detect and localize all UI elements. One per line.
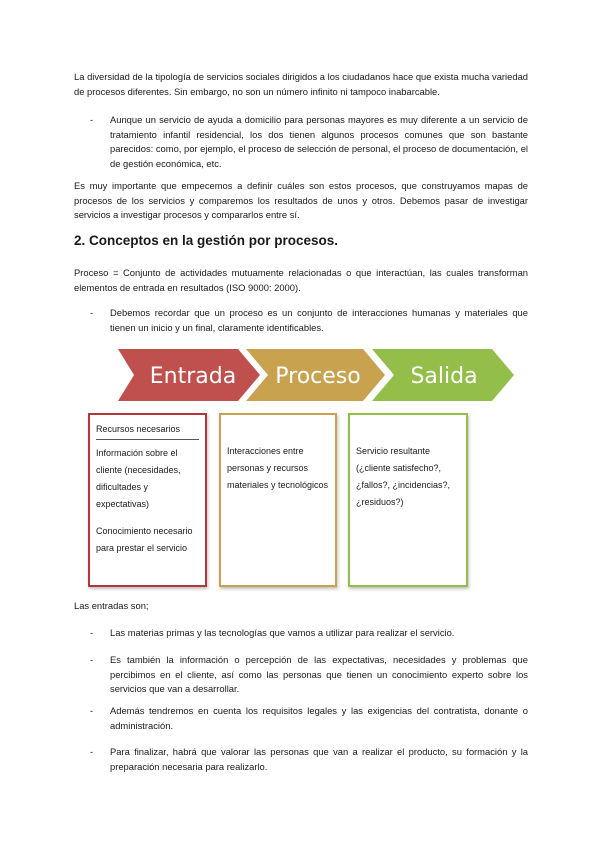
bullet-dash: - xyxy=(90,705,94,716)
bullet-dash: - xyxy=(90,307,94,318)
proceso-label: Proceso xyxy=(275,364,361,389)
entradas-item-text: Además tendremos en cuenta los requisitos legales y las exigencias del contratista, donante o administración. xyxy=(110,705,528,731)
entradas-intro: Las entradas son; xyxy=(74,600,149,611)
process-chevron-diagram xyxy=(118,349,514,401)
entradas-item xyxy=(90,704,528,733)
salida-box-item-1: Servicio resultante (¿cliente satisfecho?, ¿fallos?, ¿incidencias?, ¿residuos?) xyxy=(356,446,451,507)
entradas-item xyxy=(90,745,528,774)
entradas-item xyxy=(90,626,528,641)
intro-paragraph-2: Es muy importante que empecemos a definir cuáles son estos procesos, que construyamos mapas de procesos de los servicios y comparemos los resultados de unos y otros. Debemos pasar de investigar servicios a investigar procesos y compararlos entre sí. xyxy=(74,180,528,220)
entrada-box-title: Recursos necesarios xyxy=(96,421,199,440)
entrada-box xyxy=(88,413,207,587)
salida-label: Salida xyxy=(410,364,478,389)
intro-bullet xyxy=(90,113,528,171)
section-heading: 2. Conceptos en la gestión por procesos. xyxy=(74,233,339,248)
intro-paragraph-1: La diversidad de la tipología de servicios sociales dirigidos a los ciudadanos hace que exista mucha variedad de procesos diferentes. Sin embargo, no son un número infinito ni tampoco inabarcable. xyxy=(74,71,528,97)
proceso-box-item-1: Interacciones entre personas y recursos materiales y tecnológicos xyxy=(227,446,329,490)
process-definition: Proceso = Conjunto de actividades mutuamente relacionadas o que interactúan, las cuales transforman elementos de entrada en resultados (ISO 9000: 2000). xyxy=(74,267,528,293)
intro-bullet-text: Aunque un servicio de ayuda a domicilio para personas mayores es muy diferente a un servicio de tratamiento infantil residencial, los dos tienen algunos procesos comunes que son bastante parecidos: como, por ejemplo, el proceso de selección de personal, el proceso de documentación, el de gestión económica, etc. xyxy=(110,114,528,169)
proceso-box xyxy=(219,413,337,587)
process-bullet-text: Debemos recordar que un proceso es un conjunto de interacciones humanas y materiales que tienen un inicio y un final, claramente identificables. xyxy=(110,307,528,333)
entradas-item-text: Para finalizar, habrá que valorar las personas que van a realizar el producto, su formación y la preparación necesaria para realizarlo. xyxy=(110,746,528,772)
entradas-item-text: Es también la información o percepción de las expectativas, necesidades y problemas que percibimos en el cliente, así como las personas que tienen un conocimiento experto sobre los servicios que van a desarrollar. xyxy=(110,654,528,694)
process-bullet xyxy=(90,306,528,335)
entrada-box-item-2: Conocimiento necesario para prestar el servicio xyxy=(96,526,193,553)
entradas-item xyxy=(90,653,528,697)
entrada-box-item-1: Información sobre el cliente (necesidades, dificultades y expectativas) xyxy=(96,448,181,509)
bullet-dash: - xyxy=(90,627,94,638)
entrada-label: Entrada xyxy=(149,364,237,389)
bullet-dash: - xyxy=(90,654,94,665)
entradas-item-text: Las materias primas y las tecnologías que vamos a utilizar para realizar el servicio. xyxy=(110,627,455,638)
bullet-dash: - xyxy=(90,114,94,125)
bullet-dash: - xyxy=(90,746,94,757)
salida-box xyxy=(348,413,468,587)
